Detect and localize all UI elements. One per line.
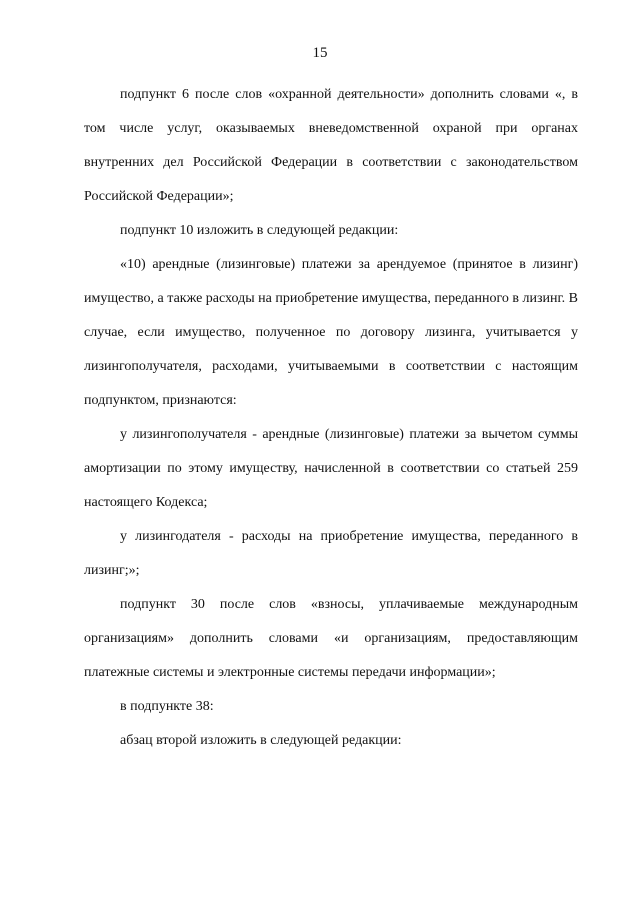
paragraph-subparagraph-38: в подпункте 38: [120, 699, 214, 714]
paragraph-subparagraph-10-text: «10) арендные (лизинговые) платежи за арендуемое (принятое в лизинг) имущество, а также расходы на приобретение имущества, переданного в лизинг. В случае, если имущество, полученное по договору лизинга, учитывается у лизингополучателя, расходами, учитываемыми в соответствии с настоящим подпунктом, признаются: [84, 257, 578, 408]
paragraph-second-abzac: абзац второй изложить в следующей редакции: [120, 733, 402, 748]
paragraph-lessee: у лизингополучателя - арендные (лизинговые) платежи за вычетом суммы амортизации по этому имуществу, начисленной в соответствии со статьей 259 настоящего Кодекса; [84, 427, 578, 510]
document-body [84, 78, 578, 758]
page-number: 15 [312, 45, 328, 61]
paragraph-lessor: у лизингодателя - расходы на приобретение имущества, переданного в лизинг;»; [84, 529, 578, 578]
paragraph-subparagraph-10-intro: подпункт 10 изложить в следующей редакции: [120, 223, 399, 238]
paragraph-subparagraph-6: подпункт 6 после слов «охранной деятельности» дополнить словами «, в том числе услуг, оказываемых вневедомственной охраной при органах внутренних дел Российской Федерации в соответствии с законодательством Российской Федерации»; [84, 87, 578, 204]
paragraph-subparagraph-30: подпункт 30 после слов «взносы, уплачиваемые международным организациям» дополнить словами «и организациям, предоставляющим платежные системы и электронные системы передачи информации»; [84, 597, 578, 680]
